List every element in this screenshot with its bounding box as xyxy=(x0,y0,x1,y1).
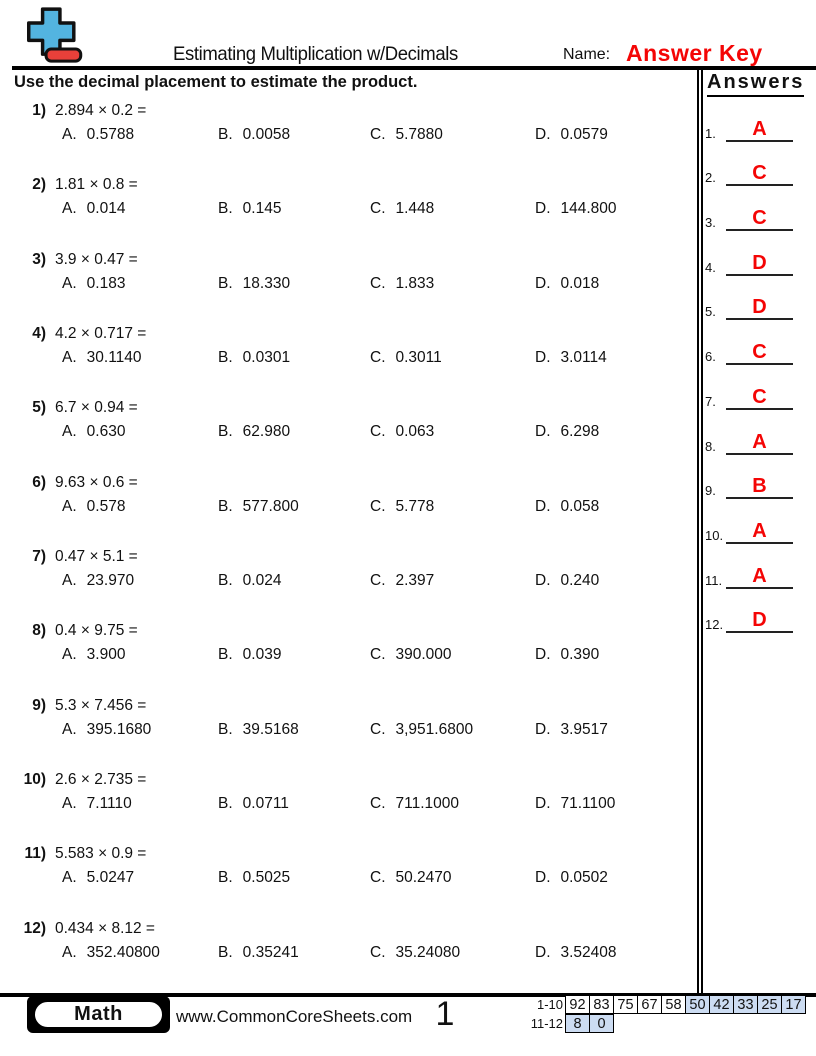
option-value: 18.330 xyxy=(242,274,291,292)
answer-blank: B xyxy=(726,474,793,499)
option-value: 0.063 xyxy=(395,423,435,441)
instruction-text: Use the decimal placement to estimate the product. xyxy=(14,73,418,91)
option-label: C. xyxy=(370,869,386,887)
question-equation: 0.47 × 5.1 = xyxy=(55,548,138,566)
option-b xyxy=(218,720,370,739)
option-b xyxy=(218,497,370,516)
option-value: 35.24080 xyxy=(395,943,461,961)
question-options xyxy=(62,645,690,664)
option-label: C. xyxy=(370,646,386,664)
question-options xyxy=(62,943,690,962)
question-equation: 0.4 × 9.75 = xyxy=(55,622,138,640)
question-equation: 2.6 × 2.735 = xyxy=(55,771,147,789)
option-value: 0.578 xyxy=(86,497,126,515)
option-label: B. xyxy=(218,646,233,664)
question-prompt xyxy=(0,324,690,343)
option-d xyxy=(535,943,617,962)
option-b xyxy=(218,125,370,144)
question-equation: 1.81 × 0.8 = xyxy=(55,176,138,194)
option-value: 3.900 xyxy=(86,646,126,664)
option-value: 0.240 xyxy=(560,572,600,590)
answer-blank: C xyxy=(726,206,793,231)
score-cell: 0 xyxy=(589,1014,614,1033)
answer-number: 12. xyxy=(705,617,724,633)
option-label: B. xyxy=(218,869,233,887)
answer-number: 6. xyxy=(705,349,716,365)
option-b xyxy=(218,199,370,218)
question-options xyxy=(62,868,690,887)
option-value: 0.0502 xyxy=(560,869,608,887)
question-block xyxy=(0,696,690,770)
option-label: A. xyxy=(62,720,77,738)
option-label: C. xyxy=(370,423,386,441)
option-label: B. xyxy=(218,274,233,292)
option-d xyxy=(535,199,617,218)
question-block xyxy=(0,473,690,547)
option-d xyxy=(535,720,608,739)
option-label: B. xyxy=(218,795,233,813)
option-label: D. xyxy=(535,572,551,590)
option-b xyxy=(218,571,370,590)
answer-number: 7. xyxy=(705,393,716,409)
option-label: C. xyxy=(370,795,386,813)
option-label: D. xyxy=(535,274,551,292)
score-cell: 83 xyxy=(589,995,614,1014)
option-label: D. xyxy=(535,720,551,738)
question-block xyxy=(0,324,690,398)
answer-item xyxy=(705,415,793,460)
answer-blank: D xyxy=(726,295,793,320)
question-number: 12) xyxy=(23,919,46,937)
answer-number: 3. xyxy=(705,215,716,231)
option-label: C. xyxy=(370,720,386,738)
question-equation: 0.434 × 8.12 = xyxy=(55,919,155,937)
question-block xyxy=(0,547,690,621)
option-value: 0.0579 xyxy=(560,126,608,143)
score-row1-label: 1-10 xyxy=(536,997,563,1012)
option-a xyxy=(62,422,218,441)
answer-number: 1. xyxy=(705,125,716,141)
answer-blank: C xyxy=(726,161,793,186)
question-prompt xyxy=(0,696,690,715)
option-label: A. xyxy=(62,572,77,590)
option-label: D. xyxy=(535,646,551,664)
question-options xyxy=(62,199,690,218)
option-a xyxy=(62,348,218,367)
option-b xyxy=(218,348,370,367)
question-equation: 9.63 × 0.6 = xyxy=(55,473,138,491)
option-d xyxy=(535,571,599,590)
option-c xyxy=(370,645,535,664)
answer-number: 2. xyxy=(705,170,716,186)
option-label: B. xyxy=(218,349,233,367)
option-value: 0.145 xyxy=(242,200,282,218)
option-value: 0.5788 xyxy=(86,126,135,143)
option-label: A. xyxy=(62,943,77,961)
option-value: 7.1110 xyxy=(86,795,132,813)
website-url: www.CommonCoreSheets.com xyxy=(176,1007,413,1026)
question-options xyxy=(62,422,690,441)
option-c xyxy=(370,868,535,887)
option-c xyxy=(370,199,535,218)
answer-blank: A xyxy=(726,519,793,544)
score-row-2 xyxy=(527,1014,614,1033)
question-block xyxy=(0,621,690,695)
option-c xyxy=(370,943,535,962)
option-value: 1.448 xyxy=(395,200,435,218)
question-equation: 6.7 × 0.94 = xyxy=(55,399,138,417)
question-prompt xyxy=(0,844,690,863)
score-cell: 33 xyxy=(733,995,758,1014)
option-b xyxy=(218,274,370,293)
option-c xyxy=(370,794,535,813)
score-cell: 92 xyxy=(565,995,590,1014)
question-number: 6) xyxy=(32,473,46,491)
option-value: 3.52408 xyxy=(560,943,617,961)
question-number: 3) xyxy=(32,250,46,268)
option-a xyxy=(62,199,218,218)
option-label: A. xyxy=(62,126,77,143)
answer-number: 10. xyxy=(705,527,724,543)
question-options xyxy=(62,571,690,590)
score-cell: 58 xyxy=(661,995,686,1014)
option-value: 352.40800 xyxy=(86,943,160,961)
option-label: B. xyxy=(218,200,233,218)
question-number: 7) xyxy=(32,548,46,566)
option-label: D. xyxy=(535,943,551,961)
option-a xyxy=(62,720,218,739)
answer-item xyxy=(705,594,793,639)
option-value: 0.039 xyxy=(242,646,282,664)
question-block xyxy=(0,770,690,844)
option-label: C. xyxy=(370,126,386,143)
option-d xyxy=(535,274,599,293)
option-a xyxy=(62,794,218,813)
answer-item xyxy=(705,549,793,594)
option-label: A. xyxy=(62,200,77,218)
question-block xyxy=(0,101,690,175)
option-value: 711.1000 xyxy=(395,795,459,813)
option-label: A. xyxy=(62,423,77,441)
option-c xyxy=(370,348,535,367)
option-b xyxy=(218,794,370,813)
option-label: A. xyxy=(62,274,77,292)
option-value: 0.058 xyxy=(560,497,600,515)
question-block xyxy=(0,919,690,993)
option-d xyxy=(535,348,607,367)
option-value: 2.397 xyxy=(395,572,435,590)
option-a xyxy=(62,497,218,516)
answer-blank: C xyxy=(726,340,793,365)
answer-item xyxy=(705,370,793,415)
score-row2-label: 11-12 xyxy=(530,1016,563,1031)
option-value: 0.0058 xyxy=(242,126,291,143)
question-options xyxy=(62,794,690,813)
question-equation: 4.2 × 0.717 = xyxy=(55,325,147,343)
score-cell: 17 xyxy=(781,995,806,1014)
answer-number: 4. xyxy=(705,259,716,275)
option-label: D. xyxy=(535,349,551,367)
question-prompt xyxy=(0,250,690,269)
option-value: 3.0114 xyxy=(560,349,607,367)
question-prompt xyxy=(0,919,690,938)
question-prompt xyxy=(0,770,690,789)
question-options xyxy=(62,497,690,516)
option-a xyxy=(62,571,218,590)
option-a xyxy=(62,125,218,144)
option-a xyxy=(62,274,218,293)
answer-item xyxy=(705,102,793,147)
option-label: D. xyxy=(535,497,551,515)
option-value: 0.390 xyxy=(560,646,600,664)
option-label: A. xyxy=(62,795,77,813)
question-options xyxy=(62,720,690,739)
option-c xyxy=(370,422,535,441)
question-equation: 3.9 × 0.47 = xyxy=(55,250,138,268)
question-number: 11) xyxy=(24,845,46,863)
option-value: 0.018 xyxy=(560,274,600,292)
answer-blank: C xyxy=(726,385,793,410)
question-number: 1) xyxy=(32,102,46,119)
option-d xyxy=(535,645,599,664)
subject-label: Math xyxy=(32,999,165,1030)
option-b xyxy=(218,422,370,441)
question-list xyxy=(0,101,690,993)
option-label: B. xyxy=(218,126,233,143)
option-label: C. xyxy=(370,572,386,590)
option-label: B. xyxy=(218,572,233,590)
page-title: Estimating Multiplication w/Decimals xyxy=(173,43,458,65)
option-value: 30.1140 xyxy=(86,349,142,367)
question-options xyxy=(62,274,690,293)
question-prompt xyxy=(0,175,690,194)
option-label: C. xyxy=(370,274,386,292)
option-label: C. xyxy=(370,497,386,515)
option-value: 39.5168 xyxy=(242,720,299,738)
option-d xyxy=(535,794,615,813)
header-rule xyxy=(12,66,816,70)
answer-blank: A xyxy=(726,430,793,455)
question-options xyxy=(62,348,690,367)
option-value: 0.014 xyxy=(86,200,126,218)
answer-item xyxy=(705,504,793,549)
answer-blank: D xyxy=(726,251,793,276)
option-value: 23.970 xyxy=(86,572,135,590)
option-label: C. xyxy=(370,943,386,961)
question-number: 4) xyxy=(32,325,46,343)
question-number: 5) xyxy=(32,399,46,417)
option-label: D. xyxy=(535,795,551,813)
option-label: B. xyxy=(218,423,233,441)
option-c xyxy=(370,571,535,590)
option-label: A. xyxy=(62,349,77,367)
answer-item xyxy=(705,325,793,370)
option-label: A. xyxy=(62,869,77,887)
answer-blank: A xyxy=(726,564,793,589)
question-block xyxy=(0,175,690,249)
option-value: 577.800 xyxy=(242,497,299,515)
question-equation: 5.583 × 0.9 = xyxy=(55,845,147,863)
page-number: 1 xyxy=(435,995,455,1033)
option-value: 0.0711 xyxy=(242,795,289,813)
score-cell: 8 xyxy=(565,1014,590,1033)
answer-blank: D xyxy=(726,608,793,633)
option-label: A. xyxy=(62,497,77,515)
option-label: D. xyxy=(535,200,551,218)
option-d xyxy=(535,497,599,516)
option-label: B. xyxy=(218,943,233,961)
option-label: B. xyxy=(218,497,233,515)
question-prompt xyxy=(0,101,690,120)
answer-item xyxy=(705,281,793,326)
option-c xyxy=(370,497,535,516)
option-value: 390.000 xyxy=(395,646,452,664)
option-label: C. xyxy=(370,200,386,218)
option-value: 6.298 xyxy=(560,423,600,441)
question-prompt xyxy=(0,547,690,566)
answer-item xyxy=(705,147,793,192)
answer-number: 8. xyxy=(705,438,716,454)
question-options xyxy=(62,125,690,144)
option-value: 395.1680 xyxy=(86,720,152,738)
option-value: 0.35241 xyxy=(242,943,299,961)
score-row-1 xyxy=(527,995,806,1014)
plus-minus-logo-icon xyxy=(14,4,92,73)
option-c xyxy=(370,274,535,293)
score-row2-cells xyxy=(566,1014,614,1033)
answer-item xyxy=(705,191,793,236)
question-prompt xyxy=(0,398,690,417)
question-block xyxy=(0,398,690,472)
option-label: C. xyxy=(370,349,386,367)
answers-list xyxy=(705,102,793,638)
option-label: D. xyxy=(535,126,551,143)
option-a xyxy=(62,868,218,887)
option-value: 1.833 xyxy=(395,274,435,292)
option-b xyxy=(218,868,370,887)
option-c xyxy=(370,125,535,144)
answers-column-divider xyxy=(697,70,703,993)
option-d xyxy=(535,868,608,887)
subject-badge xyxy=(27,996,170,1033)
score-cell: 25 xyxy=(757,995,782,1014)
option-value: 71.1100 xyxy=(560,795,616,813)
score-cell: 50 xyxy=(685,995,710,1014)
option-value: 3.9517 xyxy=(560,720,608,738)
option-value: 3,951.6800 xyxy=(395,720,474,738)
option-value: 5.7880 xyxy=(395,126,443,143)
question-equation: 2.894 × 0.2 = xyxy=(55,102,147,119)
option-b xyxy=(218,943,370,962)
answer-blank: A xyxy=(726,117,793,142)
answer-number: 11. xyxy=(705,572,723,588)
score-row1-cells xyxy=(566,995,806,1014)
score-cell: 42 xyxy=(709,995,734,1014)
option-value: 0.183 xyxy=(86,274,126,292)
question-number: 8) xyxy=(32,622,46,640)
option-value: 144.800 xyxy=(560,200,617,218)
option-c xyxy=(370,720,535,739)
option-label: A. xyxy=(62,646,77,664)
option-value: 5.0247 xyxy=(86,869,135,887)
option-d xyxy=(535,125,608,144)
option-value: 0.024 xyxy=(242,572,282,590)
question-prompt xyxy=(0,621,690,640)
answer-number: 9. xyxy=(705,483,716,499)
option-label: B. xyxy=(218,720,233,738)
option-value: 0.630 xyxy=(86,423,126,441)
score-cell: 75 xyxy=(613,995,638,1014)
question-block xyxy=(0,844,690,918)
answer-number: 5. xyxy=(705,304,716,320)
question-number: 9) xyxy=(32,696,46,714)
option-a xyxy=(62,645,218,664)
option-value: 0.0301 xyxy=(242,349,291,367)
question-number: 2) xyxy=(32,176,46,194)
answers-title: Answers xyxy=(707,71,804,97)
option-value: 0.3011 xyxy=(395,349,442,367)
option-d xyxy=(535,422,599,441)
option-label: D. xyxy=(535,869,551,887)
option-value: 5.778 xyxy=(395,497,435,515)
name-label: Name: xyxy=(563,46,611,63)
answer-item xyxy=(705,460,793,505)
question-block xyxy=(0,250,690,324)
option-label: D. xyxy=(535,423,551,441)
option-a xyxy=(62,943,218,962)
answer-item xyxy=(705,236,793,281)
name-value-answer-key: Answer Key xyxy=(626,40,763,66)
option-b xyxy=(218,645,370,664)
question-number: 10) xyxy=(23,771,46,789)
option-value: 0.5025 xyxy=(242,869,291,887)
score-cell: 67 xyxy=(637,995,662,1014)
question-equation: 5.3 × 7.456 = xyxy=(55,696,147,714)
option-value: 62.980 xyxy=(242,423,291,441)
option-value: 50.2470 xyxy=(395,869,452,887)
question-prompt xyxy=(0,473,690,492)
